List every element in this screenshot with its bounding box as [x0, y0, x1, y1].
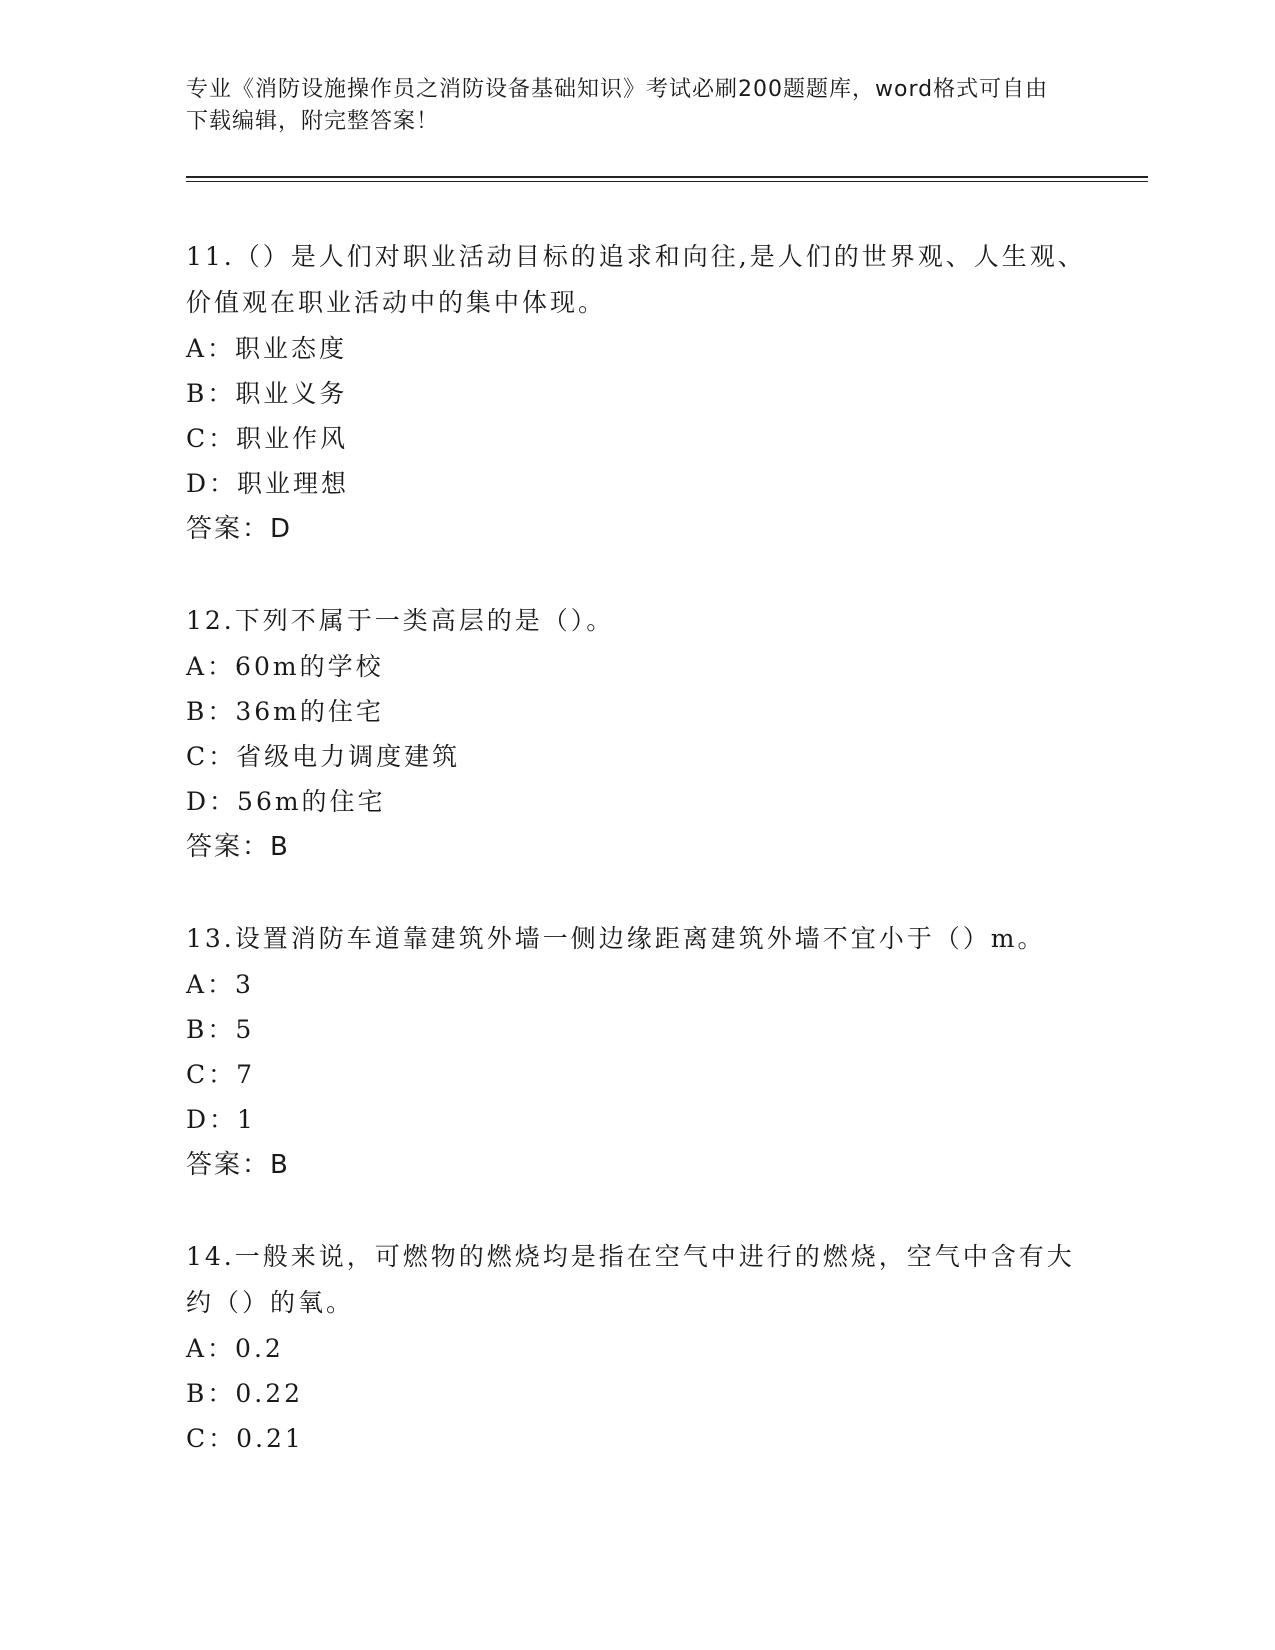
question-14 [186, 1234, 1086, 1461]
option-c: C：省级电力调度建筑 [186, 742, 461, 771]
option-a: A：3 [186, 970, 254, 999]
option-a: A：60m的学校 [186, 652, 384, 681]
option-b: B：36m的住宅 [186, 697, 384, 726]
option-b: B：0.22 [186, 1379, 304, 1408]
answer-line: 答案：B [186, 1150, 290, 1180]
option-d: D：1 [186, 1105, 256, 1134]
option-b: B：职业义务 [186, 379, 348, 408]
option-d: D：56m的住宅 [186, 787, 386, 816]
question-list [186, 234, 1086, 1507]
option-c: C：职业作风 [186, 424, 349, 453]
answer-line: 答案：B [186, 832, 290, 862]
question-stem: 13.设置消防车道靠建筑外墙一侧边缘距离建筑外墙不宜小于（）m。 [186, 924, 1046, 953]
question-stem: 12.下列不属于一类高层的是（）。 [186, 606, 615, 635]
option-b: B：5 [186, 1015, 255, 1044]
option-c: C：0.21 [186, 1424, 304, 1453]
question-stem: 14.一般来说，可燃物的燃烧均是指在空气中进行的燃烧，空气中含有大约（）的氧。 [186, 1242, 1075, 1317]
header-divider [186, 176, 1148, 178]
option-d: D：职业理想 [186, 469, 350, 498]
question-stem: 11.（）是人们对职业活动目标的追求和向往,是人们的世界观、人生观、价值观在职业活动中的集中体现。 [186, 242, 1086, 317]
answer-line: 答案：D [186, 514, 293, 544]
header-divider-secondary [186, 181, 1148, 182]
option-a: A：0.2 [186, 1334, 284, 1363]
question-13 [186, 916, 1086, 1188]
question-12 [186, 598, 1086, 870]
document-header: 专业《消防设施操作员之消防设备基础知识》考试必刷200题题库，word格式可自由下载编辑，附完整答案！ [186, 77, 1049, 134]
option-c: C：7 [186, 1060, 256, 1089]
question-11 [186, 234, 1086, 552]
option-a: A：职业态度 [186, 334, 348, 363]
